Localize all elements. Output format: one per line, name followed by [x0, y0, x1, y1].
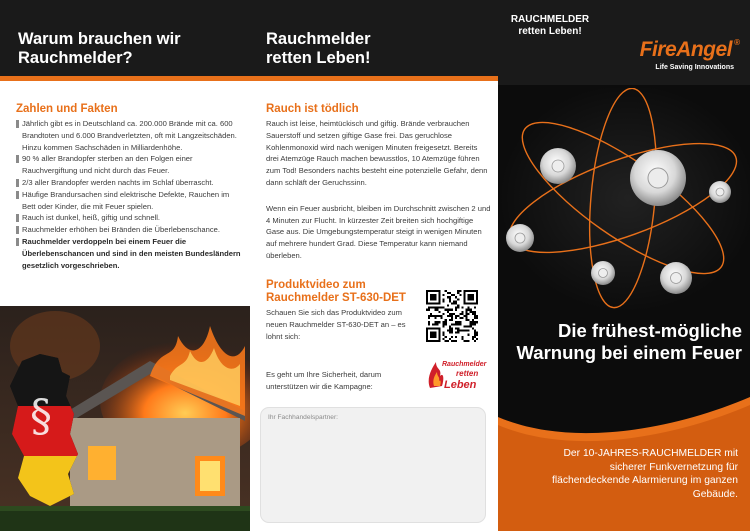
smoke-title: Rauch ist tödlich — [266, 103, 359, 115]
smoke-section — [266, 103, 491, 262]
smoke-alarm-large — [630, 150, 686, 206]
fact-item: Häufige Brandursachen sind elektrische Defekte, Rauchen im Bett oder Kinder, die mit Feuer spielen. — [16, 189, 242, 213]
brand-name: FireAngel — [639, 38, 732, 61]
panel-left — [0, 0, 250, 531]
fact-item: 2/3 aller Brandopfer werden nachts im Schlaf überrascht. — [16, 177, 242, 189]
fact-item: Rauch ist dunkel, heiß, giftig und schnell. — [16, 212, 242, 224]
headline: Die frühest-mögliche Warnung bei einem Feuer — [516, 320, 742, 363]
top-campaign-label: RAUCHMELDER retten Leben! — [510, 14, 590, 37]
smoke-paragraph-1: Rauch ist leise, heimtückisch und giftig. Brände verbrauchen Sauerstoff und setzen giftige Gase frei. Das geruchlose Kohlenmonoxid wird nach wenigen Minuten freigesetzt. Bereits drei Atemzüge Rauch machen bewusstlos, 10 Atemzüge führen zum Tod! Besonders nachts besteht eine potenzielle Gefahr, denn dann schläft der Geruchssinn. — [266, 119, 488, 187]
brand-tagline: Life Saving Innovations — [655, 64, 734, 71]
brand-registered: ® — [734, 38, 740, 47]
smoke-alarm-atom-graphic — [498, 88, 750, 318]
video-title: Produktvideo zum Rauchmelder ST-630-DET — [266, 279, 406, 304]
partner-box — [260, 407, 486, 523]
bottom-copy: Der 10-JAHRES-RAUCHMELDER mit sicherer Funkvernetzung für flächendeckende Alarmierung im ganzen Gebäude. — [551, 448, 738, 501]
video-section — [266, 279, 416, 342]
panel-right-header — [498, 0, 750, 85]
qr-code[interactable] — [426, 290, 478, 342]
fact-item: Jährlich gibt es in Deutschland ca. 200.000 Brände mit ca. 600 Brandtoten und 6.000 Brandverletzten, oft mit Langzeitschäden. Hinzu kommen Sachschäden in Milliardenhöhe. — [16, 118, 242, 153]
campaign-line-2: retten — [456, 369, 479, 378]
panel-right — [498, 0, 750, 531]
video-text: Schauen Sie sich das Produktvideo zum neuen Rauchmelder ST-630-DET an – es lohnt sich: — [266, 308, 406, 341]
fact-item: 90 % aller Brandopfer sterben an den Folgen einer Rauchvergiftung und nicht durch das Feuer. — [16, 153, 242, 177]
panel-middle-header — [250, 0, 498, 80]
orange-stripe — [0, 76, 250, 81]
campaign-line-1: Rauchmelder — [442, 361, 487, 368]
fact-item: Rauchmelder erhöhen bei Bränden die Überlebenschance. — [16, 224, 242, 236]
fact-item-bold: Rauchmelder verdoppeln bei einem Feuer die Überlebenschancen und sind in den meisten Bundesländern gesetzlich vorgeschrieben. — [16, 236, 242, 271]
paragraph-symbol: § — [30, 391, 52, 442]
fireangel-logo — [602, 38, 742, 62]
campaign-line-3: Leben — [444, 379, 477, 391]
panel-middle — [250, 0, 498, 531]
support-text: Es geht um Ihre Sicherheit, darum unterstützen wir die Kampagne: — [266, 370, 382, 391]
panel-middle-header-title: Rauchmelder retten Leben! — [266, 30, 371, 67]
qr-code-graphic — [426, 290, 478, 342]
smoke-paragraph-2: Wenn ein Feuer ausbricht, bleiben im Durchschnitt zwischen 2 und 4 Minuten zur Flucht. In kürzester Zeit breiten sich hochgiftige Gase aus. Die Umgebungstemperatur steigt in wenigen Minuten auf mehrere hundert Grad. Diese Temperatur kann niemand überleben. — [266, 203, 491, 260]
facts-title: Zahlen und Fakten — [16, 103, 118, 115]
campaign-logo — [426, 358, 488, 396]
panel-left-header — [0, 0, 250, 80]
partner-label: Ihr Fachhandelspartner: — [268, 414, 339, 421]
panel-left-header-title: Warum brauchen wir Rauchmelder? — [18, 30, 181, 67]
facts-section — [16, 103, 242, 271]
orange-stripe — [250, 76, 498, 81]
burning-house-photo — [0, 306, 250, 531]
